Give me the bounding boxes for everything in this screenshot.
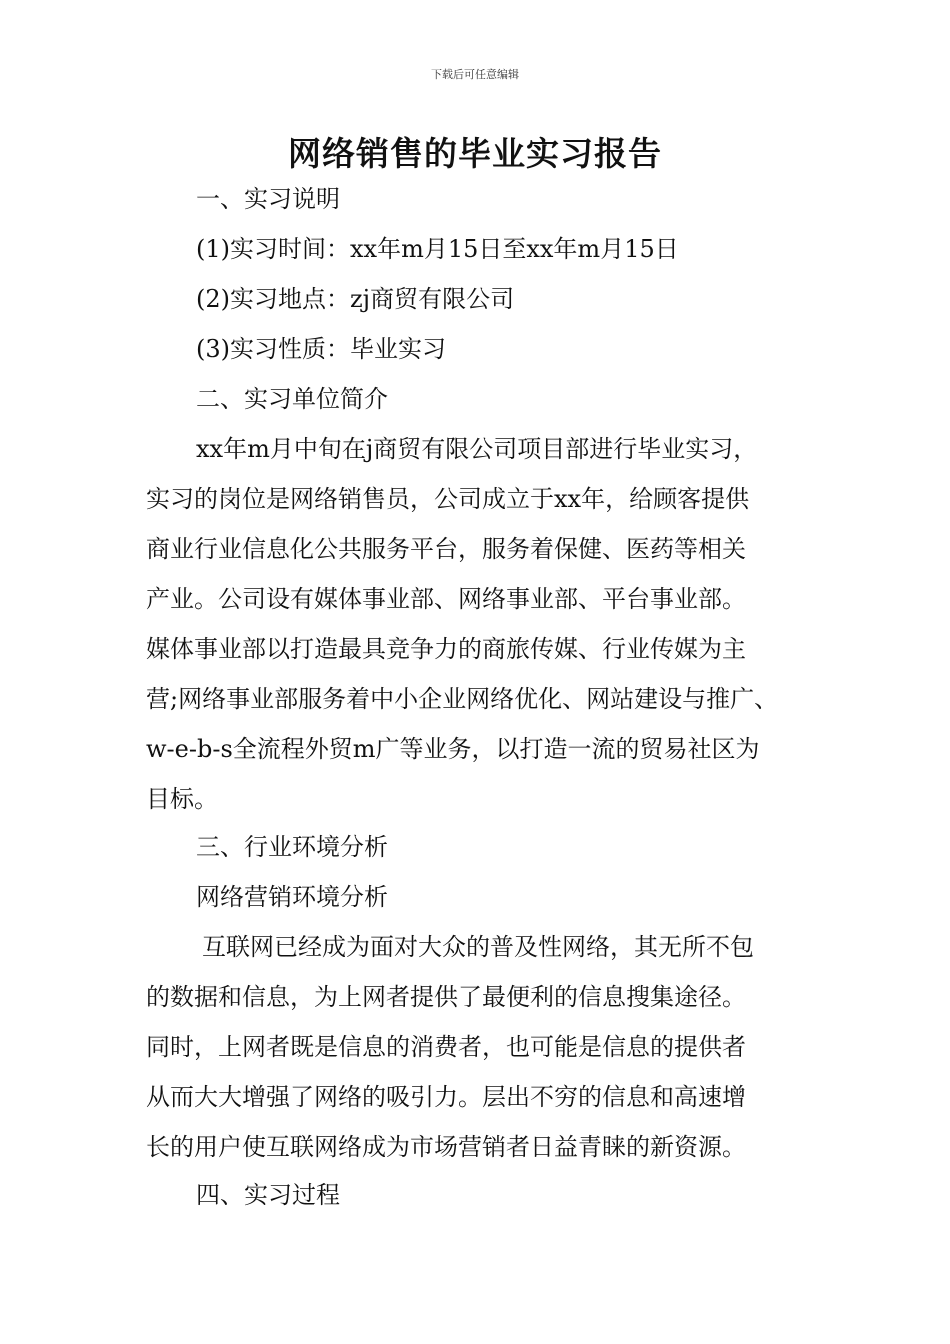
paragraph-line: (1)实习时间：xx年m月15日至xx年m月15日 <box>196 235 679 263</box>
paragraph-line: 实习的岗位是网络销售员，公司成立于xx年，给顾客提供 <box>146 485 750 513</box>
paragraph-line: 目标。 <box>146 785 218 813</box>
paragraph-line: xx年m月中旬在j商贸有限公司项目部进行毕业实习， <box>196 435 758 463</box>
paragraph-line: 营;网络事业部服务着中小企业网络优化、网站建设与推广、 <box>146 685 779 713</box>
paragraph-line: 的数据和信息，为上网者提供了最便利的信息搜集途径。 <box>146 983 746 1011</box>
section-heading: 四、实习过程 <box>196 1181 340 1209</box>
section-heading: 一、实习说明 <box>196 185 340 213</box>
paragraph-line: 商业行业信息化公共服务平台，服务着保健、医药等相关 <box>146 535 746 563</box>
paragraph-line: 产业。公司设有媒体事业部、网络事业部、平台事业部。 <box>146 585 746 613</box>
page-title: 网络销售的毕业实习报告 <box>288 134 662 173</box>
section-heading: 二、实习单位简介 <box>196 385 388 413</box>
paragraph-line: w-e-b-s全流程外贸m广等业务，以打造一流的贸易社区为 <box>146 735 760 763</box>
section-heading: 三、行业环境分析 <box>196 833 388 861</box>
paragraph-line: 长的用户使互联网络成为市场营销者日益青睐的新资源。 <box>146 1133 746 1161</box>
paragraph-line: 媒体事业部以打造最具竞争力的商旅传媒、行业传媒为主 <box>146 635 746 663</box>
paragraph-line: 同时，上网者既是信息的消费者，也可能是信息的提供者 <box>146 1033 746 1061</box>
paragraph-line: (3)实习性质：毕业实习 <box>196 335 446 363</box>
header-note: 下载后可任意编辑 <box>431 68 519 81</box>
subsection-heading: 网络营销环境分析 <box>196 883 388 911</box>
paragraph-line: 从而大大增强了网络的吸引力。层出不穷的信息和高速增 <box>146 1083 746 1111</box>
paragraph-line: 互联网已经成为面对大众的普及性网络，其无所不包 <box>202 933 754 961</box>
paragraph-line: (2)实习地点：zj商贸有限公司 <box>196 285 515 313</box>
